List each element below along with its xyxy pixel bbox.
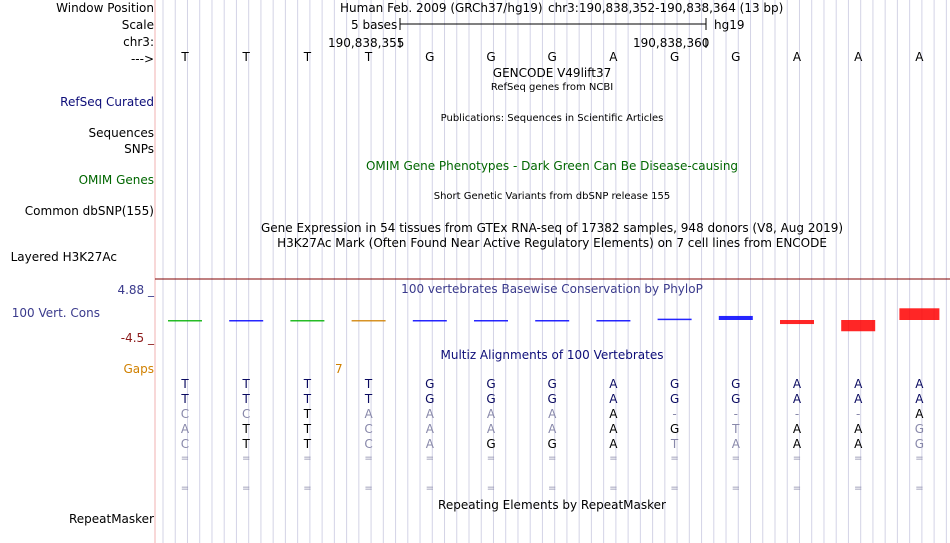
reference-base: T — [303, 50, 312, 64]
publications-title[interactable]: Publications: Sequences in Scientific Articles — [440, 113, 664, 124]
phylop-bar — [658, 319, 692, 321]
alignment-base: A — [854, 377, 863, 391]
gaps-value: 7 — [335, 362, 343, 376]
alignment-base: G — [425, 377, 435, 391]
reference-base: T — [242, 50, 250, 64]
omim-genes-label[interactable]: OMIM Genes — [78, 173, 154, 187]
scale-db: hg19 — [714, 18, 745, 32]
reference-base: A — [915, 50, 924, 64]
phylop-bar — [413, 320, 447, 322]
alignment-base: T — [242, 392, 250, 406]
scale-text: 5 bases — [351, 18, 398, 32]
alignment-base: A — [548, 407, 557, 421]
alignment-base: A — [792, 437, 802, 451]
alignment-base: A — [425, 407, 434, 421]
refseq-subtitle[interactable]: RefSeq genes from NCBI — [490, 82, 614, 93]
window-position-label: Window Position — [56, 1, 154, 15]
gtex-title[interactable]: Gene Expression in 54 tissues from GTEx RNA-seq of 17382 samples, 948 donors (V8, Aug 2019) — [260, 221, 844, 235]
repeatmasker-label[interactable]: RepeatMasker — [68, 512, 154, 526]
alignment-base: T — [303, 392, 312, 406]
alignment-base: T — [303, 437, 312, 451]
position-readout[interactable]: chr3:190,838,352-190,838,364 (13 bp) — [548, 1, 784, 15]
alignment-base: A — [548, 422, 557, 436]
alignment-base: - — [672, 407, 677, 421]
alignment-base: = — [180, 483, 190, 494]
reference-base: G — [547, 50, 557, 64]
alignment-base: = — [241, 483, 251, 494]
gencode-title[interactable]: GENCODE V49lift37 — [492, 66, 612, 80]
assembly-title[interactable]: Human Feb. 2009 (GRCh37/hg19) — [340, 1, 543, 15]
scale-label: Scale — [121, 18, 154, 32]
phylop-bar — [352, 320, 386, 322]
cons-title[interactable]: 100 vertebrates Basewise Conservation by PhyloP — [401, 282, 703, 296]
alignment-base: = — [364, 453, 373, 464]
alignment-base: = — [303, 453, 312, 464]
cons-min-label: -4.5 _ — [120, 331, 154, 345]
chrom-label: chr3: — [123, 35, 154, 49]
alignment-base: C — [241, 407, 251, 421]
phylop-bar — [841, 320, 875, 331]
alignment-base: C — [180, 407, 190, 421]
alignment-base: T — [303, 422, 312, 436]
alignment-base: G — [486, 437, 496, 451]
reference-base: G — [486, 50, 496, 64]
reference-base: G — [731, 50, 741, 64]
h3k27ac-title[interactable]: H3K27Ac Mark (Often Found Near Active Regulatory Elements) on 7 cell lines from ENCODE — [277, 236, 827, 250]
alignment-base: G — [486, 392, 496, 406]
alignment-base: - — [856, 407, 861, 421]
alignment-base: = — [241, 453, 251, 464]
coord-left: 190,838,355 — [328, 36, 405, 50]
alignment-base: A — [854, 392, 863, 406]
alignment-base: G — [547, 437, 557, 451]
alignment-base: G — [731, 377, 741, 391]
alignment-base: G — [425, 392, 435, 406]
alignment-base: A — [486, 407, 496, 421]
alignment-base: = — [853, 453, 863, 464]
alignment-base: = — [609, 453, 618, 464]
alignment-base: = — [792, 483, 802, 494]
alignment-base: C — [364, 437, 373, 451]
gaps-label[interactable]: Gaps — [123, 362, 154, 376]
alignment-base: T — [181, 392, 189, 406]
layered-h3k27ac-label[interactable]: Layered H3K27Ac — [10, 250, 117, 264]
phylop-bar — [535, 320, 569, 322]
alignment-base: = — [425, 453, 434, 464]
alignment-base: A — [854, 422, 863, 436]
alignment-base: C — [180, 437, 190, 451]
alignment-base: = — [425, 483, 434, 494]
phylop-bar — [596, 320, 630, 322]
alignment-base: G — [669, 422, 680, 436]
alignment-base: T — [364, 377, 373, 391]
alignment-base: G — [486, 377, 496, 391]
alignment-base: = — [853, 483, 863, 494]
alignment-base: = — [915, 453, 924, 464]
alignment-base: = — [180, 453, 190, 464]
alignment-base: G — [669, 377, 680, 391]
alignment-base: G — [547, 392, 557, 406]
phylop-bar — [168, 320, 202, 322]
alignment-base: = — [670, 483, 679, 494]
alignment-base: T — [303, 407, 312, 421]
alignment-base: T — [670, 437, 679, 451]
alignment-base: A — [854, 437, 863, 451]
alignment-base: - — [733, 407, 738, 421]
sequences-label[interactable]: Sequences — [88, 126, 154, 140]
alignment-base: G — [731, 392, 741, 406]
alignment-base: T — [242, 377, 250, 391]
alignment-base: A — [915, 392, 924, 406]
alignment-base: T — [181, 377, 189, 391]
reference-base: A — [792, 50, 802, 64]
alignment-base: = — [915, 483, 924, 494]
alignment-base: - — [794, 407, 800, 421]
reference-base: A — [854, 50, 863, 64]
alignment-base: T — [364, 392, 373, 406]
reference-base: A — [609, 50, 618, 64]
refseq-curated-label[interactable]: RefSeq Curated — [60, 95, 154, 109]
alignment-base: A — [609, 437, 618, 451]
alignment-base: A — [792, 422, 802, 436]
cons-max-label: 4.88 _ — [117, 283, 154, 297]
snps-label[interactable]: SNPs — [124, 142, 154, 156]
alignment-base: = — [609, 483, 618, 494]
alignment-base: T — [242, 422, 250, 436]
multiz-title[interactable]: Multiz Alignments of 100 Vertebrates — [440, 348, 664, 362]
phylop-bar — [474, 320, 508, 322]
alignment-base: A — [609, 377, 618, 391]
alignment-base: A — [731, 437, 740, 451]
alignment-base: G — [914, 422, 925, 436]
phylop-bar — [899, 308, 939, 320]
alignment-base: A — [609, 407, 618, 421]
alignment-base: A — [486, 422, 496, 436]
alignment-base: A — [792, 392, 802, 406]
alignment-base: G — [669, 392, 680, 406]
reference-base: T — [364, 50, 373, 64]
alignment-base: T — [242, 437, 250, 451]
alignment-base: = — [303, 483, 312, 494]
reference-base: G — [425, 50, 435, 64]
alignment-base: A — [609, 422, 618, 436]
alignment-base: G — [547, 377, 557, 391]
alignment-base: A — [915, 377, 924, 391]
alignment-base: = — [547, 483, 557, 494]
alignment-base: A — [180, 422, 190, 436]
repeatmasker-title[interactable]: Repeating Elements by RepeatMasker — [438, 498, 666, 512]
alignment-base: A — [915, 407, 924, 421]
reference-base: G — [669, 50, 680, 64]
alignment-base: T — [732, 422, 740, 436]
alignment-base: A — [792, 377, 802, 391]
reference-base: T — [181, 50, 189, 64]
alignment-base: C — [364, 422, 373, 436]
alignment-base: A — [609, 392, 618, 406]
alignment-base: = — [731, 483, 740, 494]
vert-cons-label[interactable]: 100 Vert. Cons — [11, 306, 100, 320]
phylop-bar — [290, 320, 324, 322]
dbsnp-title[interactable]: Short Genetic Variants from dbSNP release 155 — [433, 191, 671, 202]
alignment-base: G — [914, 437, 925, 451]
alignment-base: A — [425, 422, 434, 436]
direction-arrow[interactable]: ---> — [130, 52, 154, 66]
phylop-bar — [719, 316, 753, 320]
alignment-base: = — [486, 453, 496, 464]
phylop-bar — [780, 320, 814, 324]
alignment-base: = — [486, 483, 496, 494]
coord-right: 190,838,360 — [633, 36, 710, 50]
alignment-base: = — [731, 453, 740, 464]
alignment-base: = — [792, 453, 802, 464]
common-dbsnp-label[interactable]: Common dbSNP(155) — [24, 204, 154, 218]
alignment-base: = — [670, 453, 679, 464]
omim-title[interactable]: OMIM Gene Phenotypes - Dark Green Can Be Disease-causing — [365, 159, 739, 173]
phylop-bar — [229, 320, 263, 322]
alignment-base: A — [425, 437, 434, 451]
alignment-base: = — [364, 483, 373, 494]
alignment-base: A — [364, 407, 373, 421]
alignment-base: T — [303, 377, 312, 391]
alignment-base: = — [547, 453, 557, 464]
